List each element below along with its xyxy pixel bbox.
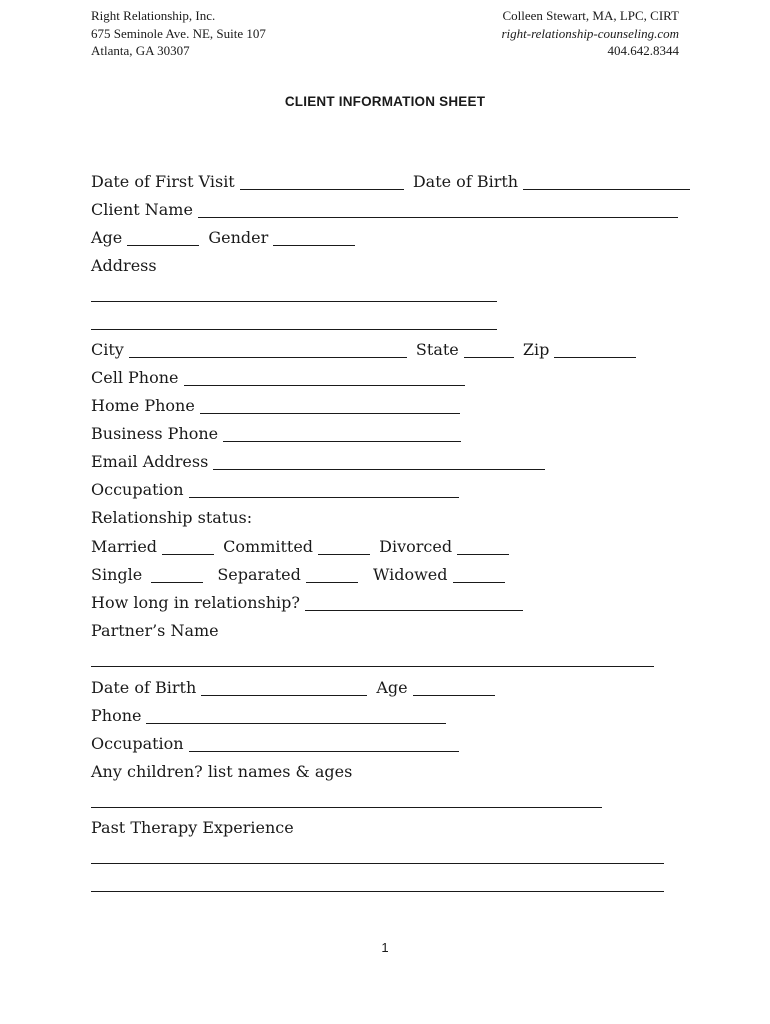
committed-field[interactable] <box>318 539 370 555</box>
row-business-phone <box>91 424 465 444</box>
date-first-visit-field[interactable] <box>240 174 404 190</box>
label-partner-dob: Date of Birth <box>91 678 197 697</box>
page-number: 1 <box>381 940 389 955</box>
label-city: City <box>91 340 124 359</box>
label-past-therapy: Past Therapy Experience <box>91 818 294 837</box>
label-home-phone: Home Phone <box>91 396 195 415</box>
row-partners-name <box>91 621 219 641</box>
client-name-field[interactable] <box>198 202 678 218</box>
row-partner-dob-age <box>91 678 499 698</box>
counselor-name: Colleen Stewart, MA, LPC, CIRT <box>502 8 679 23</box>
divorced-field[interactable] <box>457 539 509 555</box>
label-single: Single <box>91 565 143 584</box>
row-age-gender <box>91 228 359 248</box>
label-partner-phone: Phone <box>91 706 142 725</box>
phone-number: 404.642.8344 <box>607 43 679 58</box>
city-field[interactable] <box>129 342 407 358</box>
row-children <box>91 762 352 782</box>
gender-field[interactable] <box>273 230 355 246</box>
partners-name-field[interactable] <box>91 666 654 667</box>
label-committed: Committed <box>223 537 314 556</box>
row-status-options-2 <box>91 565 509 585</box>
counselor-info <box>501 7 679 60</box>
practice-info <box>91 7 266 60</box>
label-how-long: How long in relationship? <box>91 593 300 612</box>
label-occupation: Occupation <box>91 480 184 499</box>
row-how-long <box>91 593 527 613</box>
state-field[interactable] <box>464 342 514 358</box>
label-date-of-birth: Date of Birth <box>412 172 519 191</box>
label-relationship-status: Relationship status: <box>91 508 253 527</box>
page-title: CLIENT INFORMATION SHEET <box>284 94 486 109</box>
label-widowed: Widowed <box>372 565 448 584</box>
org-address-line1: 675 Seminole Ave. NE, Suite 107 <box>91 25 266 41</box>
home-phone-field[interactable] <box>200 398 460 414</box>
single-field[interactable] <box>151 567 203 583</box>
label-state: State <box>415 340 459 359</box>
label-gender: Gender <box>208 228 269 247</box>
label-partners-name: Partner’s Name <box>91 621 219 640</box>
zip-field[interactable] <box>554 342 636 358</box>
address-line2-field[interactable] <box>91 329 497 330</box>
address-line1-field[interactable] <box>91 301 497 302</box>
row-status-options-1 <box>91 537 513 557</box>
widowed-field[interactable] <box>453 567 505 583</box>
row-city-state-zip <box>91 340 640 360</box>
label-business-phone: Business Phone <box>91 424 219 443</box>
occupation-field[interactable] <box>189 482 459 498</box>
cell-phone-field[interactable] <box>184 370 465 386</box>
row-partner-phone <box>91 706 450 726</box>
row-email <box>91 452 549 472</box>
label-date-first-visit: Date of First Visit <box>91 172 235 191</box>
age-field[interactable] <box>127 230 199 246</box>
row-visit-dob <box>91 172 694 192</box>
business-phone-field[interactable] <box>223 426 461 442</box>
email-field[interactable] <box>213 454 545 470</box>
label-separated: Separated <box>217 565 301 584</box>
label-email: Email Address <box>91 452 209 471</box>
date-of-birth-field[interactable] <box>523 174 690 190</box>
row-occupation <box>91 480 463 500</box>
website-link[interactable]: right-relationship-counseling.com <box>501 25 679 41</box>
separated-field[interactable] <box>306 567 358 583</box>
past-therapy-line1-field[interactable] <box>91 863 664 864</box>
row-partner-occupation <box>91 734 463 754</box>
row-home-phone <box>91 396 464 416</box>
label-divorced: Divorced <box>379 537 453 556</box>
married-field[interactable] <box>162 539 214 555</box>
row-cell-phone <box>91 368 469 388</box>
partner-phone-field[interactable] <box>146 708 446 724</box>
children-field[interactable] <box>91 807 602 808</box>
label-partner-occupation: Occupation <box>91 734 184 753</box>
row-past-therapy <box>91 818 294 838</box>
org-address-line2: Atlanta, GA 30307 <box>91 43 190 58</box>
label-children: Any children? list names & ages <box>91 762 353 781</box>
partner-dob-field[interactable] <box>201 680 367 696</box>
row-relationship-status <box>91 508 252 528</box>
how-long-field[interactable] <box>305 595 523 611</box>
label-client-name: Client Name <box>91 200 193 219</box>
partner-occupation-field[interactable] <box>189 736 459 752</box>
org-name: Right Relationship, Inc. <box>91 8 216 23</box>
label-partner-age: Age <box>376 678 408 697</box>
row-client-name <box>91 200 682 220</box>
label-married: Married <box>91 537 158 556</box>
label-cell-phone: Cell Phone <box>91 368 179 387</box>
label-zip: Zip <box>522 340 550 359</box>
row-address <box>91 256 157 276</box>
partner-age-field[interactable] <box>413 680 495 696</box>
label-age: Age <box>91 228 123 247</box>
past-therapy-line2-field[interactable] <box>91 891 664 892</box>
label-address: Address <box>91 256 157 275</box>
